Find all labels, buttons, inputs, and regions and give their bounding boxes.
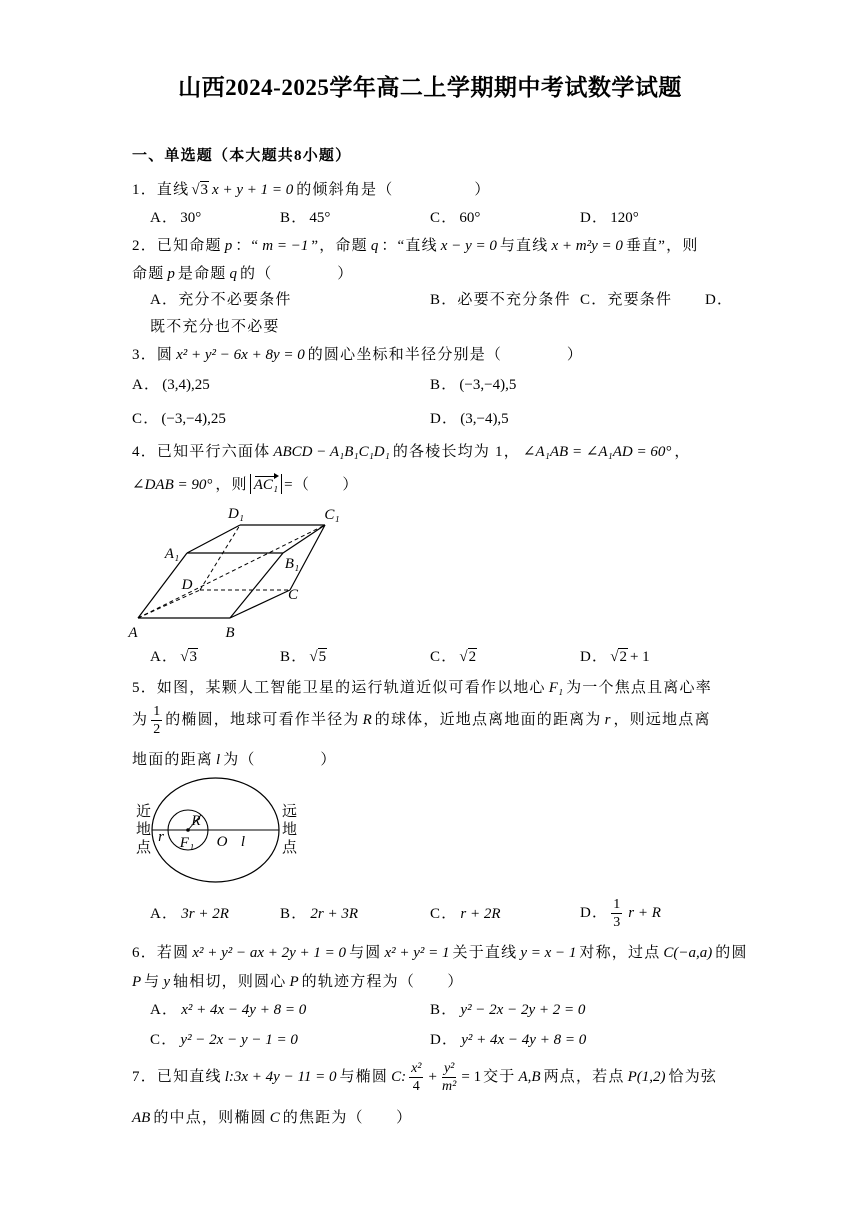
- focus-f1: F₁: [548, 680, 564, 696]
- edge-bb1: [230, 553, 283, 618]
- question-number: 5．: [132, 680, 157, 696]
- stem-text: 轴相切，则圆心: [173, 974, 287, 990]
- question-3-stem: [132, 344, 583, 366]
- option-value: (−3,−4),5: [459, 377, 517, 393]
- hidden-edge-dd1: [200, 525, 240, 590]
- variable-q: q: [370, 238, 379, 254]
- option-a: [150, 999, 309, 1021]
- stem-text: 对称，过点: [579, 945, 661, 961]
- stem-text: 与椭圆: [339, 1068, 389, 1085]
- option-c: [150, 1029, 301, 1051]
- stem-text: 已知直线: [156, 1068, 222, 1085]
- apogee-label: 远地点: [280, 803, 296, 857]
- orbit-figure: [120, 770, 320, 890]
- option-label: D．: [430, 411, 459, 427]
- stem-text: 地面的距离: [132, 752, 214, 768]
- stem-text: 的轨迹方程为（ ）: [301, 974, 464, 990]
- option-value: 30°: [180, 210, 202, 226]
- points-ab: A,B: [518, 1068, 541, 1085]
- radicand: 2: [619, 649, 627, 665]
- stem-text: 交于: [483, 1068, 516, 1085]
- question-number: 7．: [132, 1068, 157, 1085]
- option-value: (−3,−4),25: [161, 411, 226, 427]
- stem-text: ，: [674, 444, 691, 460]
- fraction-denominator: 4: [412, 1079, 420, 1094]
- question-number: 2．: [132, 238, 157, 254]
- stem-text: =（ ）: [284, 477, 359, 493]
- option-label: A．: [132, 377, 161, 393]
- vertex-label-a: A: [128, 625, 138, 641]
- radicand: 3: [200, 182, 209, 198]
- option-b: [430, 999, 588, 1021]
- option-a: [150, 207, 203, 229]
- vertex-label-a1: A₁: [164, 546, 180, 562]
- parallelepiped-diagram: [120, 500, 350, 645]
- sqrt-sign: √: [459, 649, 468, 665]
- vector-ac1: AC₁: [253, 477, 279, 493]
- stem-text: 与圆: [349, 945, 382, 961]
- point-p: P(1,2): [627, 1068, 666, 1085]
- option-label: D．: [580, 649, 609, 665]
- sqrt-sign: √: [180, 649, 189, 665]
- option-label: C．: [430, 210, 458, 226]
- option-a: [150, 646, 198, 668]
- stem-text: 与直线: [499, 238, 549, 254]
- option-label: C．: [150, 1032, 178, 1048]
- variable-p: p: [224, 238, 233, 254]
- option-value: 120°: [610, 210, 639, 226]
- option-b: [280, 207, 332, 229]
- ellipse-c: C: [269, 1110, 280, 1126]
- stem-text: 已知命题: [156, 238, 222, 254]
- fraction-numerator: 1: [153, 704, 161, 719]
- stem-text: 的中点，则椭圆: [153, 1110, 267, 1126]
- option-value: y² + 4x − 4y + 8 = 0: [461, 1032, 587, 1048]
- variable-y: y: [163, 974, 171, 990]
- fraction-denominator: m²: [442, 1079, 457, 1094]
- label-l: l: [240, 834, 246, 850]
- question-4-stem-line-2: [132, 474, 359, 496]
- stem-text: ，则: [215, 477, 248, 493]
- fraction-numerator: 1: [613, 897, 621, 912]
- variable-l: l: [216, 752, 221, 768]
- stem-text: 恰为弦: [668, 1068, 718, 1085]
- option-value: 60°: [459, 210, 481, 226]
- option-d-value: 既不充分也不必要: [150, 319, 280, 335]
- section-heading: 一、单选题（本大题共8小题）: [132, 148, 352, 164]
- question-6-stem-line-2: [132, 971, 464, 993]
- sqrt-sign: √: [610, 649, 619, 665]
- stem-text: ，则远地点离: [613, 711, 711, 728]
- stem-text: 的椭圆，地球可看作半径为: [165, 711, 360, 728]
- question-4-stem-line-1: [132, 441, 691, 463]
- stem-text: 关于直线: [452, 945, 518, 961]
- stem-text: 直线: [156, 182, 190, 198]
- sqrt-sign: √: [309, 649, 318, 665]
- variable-p: P: [132, 974, 142, 990]
- angle-condition: ∠A₁AB = ∠A₁AD = 60°: [522, 444, 672, 460]
- question-1-stem: [132, 179, 491, 201]
- vertex-label-d: D: [181, 577, 193, 593]
- option-a: [150, 289, 292, 311]
- option-label: D．: [430, 1032, 459, 1048]
- option-b: [430, 289, 571, 311]
- vertex-label-d1: D₁: [227, 506, 245, 522]
- edge-a1d1: [187, 525, 240, 553]
- option-value: y² − 2x − y − 1 = 0: [180, 1032, 298, 1048]
- fraction-x: [409, 1061, 423, 1094]
- equation: x − y = 0: [440, 238, 497, 254]
- option-d: [580, 207, 641, 229]
- question-number: 1．: [132, 182, 157, 198]
- option-d: [580, 897, 664, 930]
- stem-text: 命题: [132, 266, 165, 282]
- vertex-label-c1: C₁: [324, 507, 340, 523]
- fraction-numerator: x²: [411, 1061, 422, 1076]
- option-label: C．: [580, 292, 608, 308]
- option-c: [430, 207, 482, 229]
- option-value: 充要条件: [607, 292, 673, 308]
- stem-text: 的圆心坐标和半径分别是（ ）: [307, 347, 584, 363]
- eccentricity-fraction: [151, 704, 162, 737]
- option-label: D．: [580, 210, 609, 226]
- option-value: 45°: [309, 210, 331, 226]
- equation: x² + y² − 6x + 8y = 0: [176, 347, 305, 363]
- option-label: C．: [430, 906, 458, 922]
- sqrt-sign: √: [191, 182, 200, 198]
- vector-magnitude: [250, 474, 282, 494]
- stem-text: 与: [144, 974, 161, 990]
- option-c: [430, 903, 504, 925]
- radicand: 2: [468, 649, 477, 665]
- option-label: D．: [580, 904, 609, 921]
- variable-p: p: [167, 266, 175, 282]
- option-c: [430, 646, 477, 668]
- stem-text: 是命题: [177, 266, 227, 282]
- stem-text: 的焦距为（ ）: [282, 1110, 413, 1126]
- question-2-stem-line-1: [132, 235, 699, 257]
- edge-bc: [230, 590, 290, 618]
- fraction-denominator: 3: [613, 915, 621, 930]
- stem-text: 已知平行六面体: [156, 444, 271, 460]
- edge-aa1: [138, 553, 187, 618]
- question-7-stem-line-1: [132, 1061, 717, 1094]
- edge-b1c1: [283, 525, 325, 553]
- question-number: 4．: [132, 444, 157, 460]
- fraction-y: [442, 1061, 456, 1094]
- question-2-stem-line-2: [132, 263, 353, 285]
- question-5-stem-line-3: [132, 749, 337, 771]
- question-number: 6．: [132, 945, 157, 961]
- stem-text: 为一个焦点且离心率: [566, 680, 712, 696]
- point-c: C(−a,a): [663, 945, 713, 961]
- option-d: [430, 408, 511, 430]
- angle-condition: ∠DAB = 90°: [132, 477, 213, 493]
- equation: x + m²y = 0: [551, 238, 623, 254]
- question-7-stem-line-2: [132, 1107, 412, 1129]
- option-label: B．: [430, 1002, 458, 1018]
- option-c: [580, 289, 672, 311]
- radicand: 3: [189, 649, 197, 665]
- solid-name: ABCD − A₁B₁C₁D₁: [273, 444, 390, 460]
- option-value: 必要不充分条件: [457, 292, 571, 308]
- option-label: B．: [280, 906, 308, 922]
- fraction-numerator: y²: [443, 1061, 455, 1076]
- question-5-stem-line-1: [132, 677, 712, 699]
- option-label: A．: [150, 906, 179, 922]
- variable-q: q: [229, 266, 238, 282]
- option-label: B．: [280, 649, 308, 665]
- option-d-label: D．: [705, 292, 734, 308]
- label-r: r: [158, 829, 164, 845]
- equation: x² + y² − ax + 2y + 1 = 0: [192, 945, 347, 961]
- chord-ab: AB: [132, 1110, 151, 1126]
- option-label: A．: [150, 292, 179, 308]
- stem-text: 的倾斜角是（ ）: [296, 182, 491, 198]
- label-r-upper: R: [191, 813, 201, 829]
- line-equation: l:3x + 4y − 11 = 0: [224, 1068, 337, 1085]
- option-label: A．: [150, 210, 179, 226]
- equation: x² + y² = 1: [384, 945, 450, 961]
- focus-point: [186, 828, 190, 832]
- option-value: r + 2R: [460, 906, 501, 922]
- stem-text: 圆: [156, 347, 174, 363]
- option-label: B．: [430, 377, 458, 393]
- option-label: C．: [430, 649, 458, 665]
- option-value: (3,−4),5: [460, 411, 509, 427]
- equation: x + y + 1 = 0: [212, 182, 294, 198]
- label-o: O: [216, 834, 228, 850]
- option-value: x² + 4x − 4y + 8 = 0: [181, 1002, 307, 1018]
- vertex-label-c: C: [287, 587, 299, 603]
- option-label: A．: [150, 1002, 179, 1018]
- ellipse-name: C:: [391, 1068, 407, 1085]
- vertex-label-b: B: [225, 625, 235, 641]
- equation: m = −1: [262, 238, 309, 254]
- option-b: [280, 903, 361, 925]
- option-d: [430, 1029, 589, 1051]
- equation: y = x − 1: [520, 945, 577, 961]
- page-title: 山西2024-2025学年高二上学期期中考试数学试题: [178, 75, 682, 100]
- option-label: B．: [280, 210, 308, 226]
- option-d: [580, 646, 652, 668]
- stem-text: ：“: [235, 238, 260, 254]
- question-5-stem-line-2: [132, 704, 711, 737]
- vertex-label-b1: B₁: [284, 556, 300, 572]
- parallelepiped-figure: [120, 500, 350, 645]
- stem-text: 两点，若点: [543, 1068, 625, 1085]
- option-tail: r + R: [628, 904, 661, 921]
- variable-r: r: [604, 711, 611, 728]
- option-a: [150, 903, 232, 925]
- option-label: B．: [430, 292, 458, 308]
- stem-text: 如图，某颗人工智能卫星的运行轨道近似可看作以地心: [156, 680, 546, 696]
- stem-text: 的（ ）: [240, 266, 354, 282]
- fraction-denominator: 2: [153, 722, 161, 737]
- stem-text: ”，命题: [311, 238, 368, 254]
- label-f1: F₁: [179, 835, 195, 851]
- question-6-stem-line-1: [132, 942, 748, 964]
- stem-text: ：“直线: [381, 238, 438, 254]
- stem-text: 为: [132, 711, 149, 728]
- variable-r-upper: R: [362, 711, 372, 728]
- option-b: [280, 646, 327, 668]
- radicand: 5: [318, 649, 327, 665]
- plus-sign: +: [428, 1068, 437, 1085]
- equals-one: = 1: [461, 1068, 482, 1085]
- option-b: [430, 374, 518, 396]
- option-label: C．: [132, 411, 160, 427]
- variable-p: P: [289, 974, 299, 990]
- option-tail: + 1: [629, 649, 650, 665]
- stem-text: 的球体，近地点离地面的距离为: [374, 711, 602, 728]
- option-fraction: [611, 897, 622, 930]
- stem-text: 垂直”，则: [625, 238, 699, 254]
- option-value: 2r + 3R: [310, 906, 359, 922]
- question-number: 3．: [132, 347, 157, 363]
- option-value: 充分不必要条件: [178, 292, 292, 308]
- stem-text: 的各棱长均为 1，: [392, 444, 520, 460]
- option-c: [132, 408, 228, 430]
- stem-text: 的圆: [715, 945, 748, 961]
- option-a: [132, 374, 212, 396]
- option-label: A．: [150, 649, 179, 665]
- perigee-label: 近地点: [134, 803, 150, 857]
- stem-text: 为（ ）: [223, 752, 337, 768]
- option-value: (3,4),25: [162, 377, 210, 393]
- stem-text: 若圆: [156, 945, 190, 961]
- option-value: 3r + 2R: [181, 906, 229, 922]
- option-value: y² − 2x − 2y + 2 = 0: [460, 1002, 586, 1018]
